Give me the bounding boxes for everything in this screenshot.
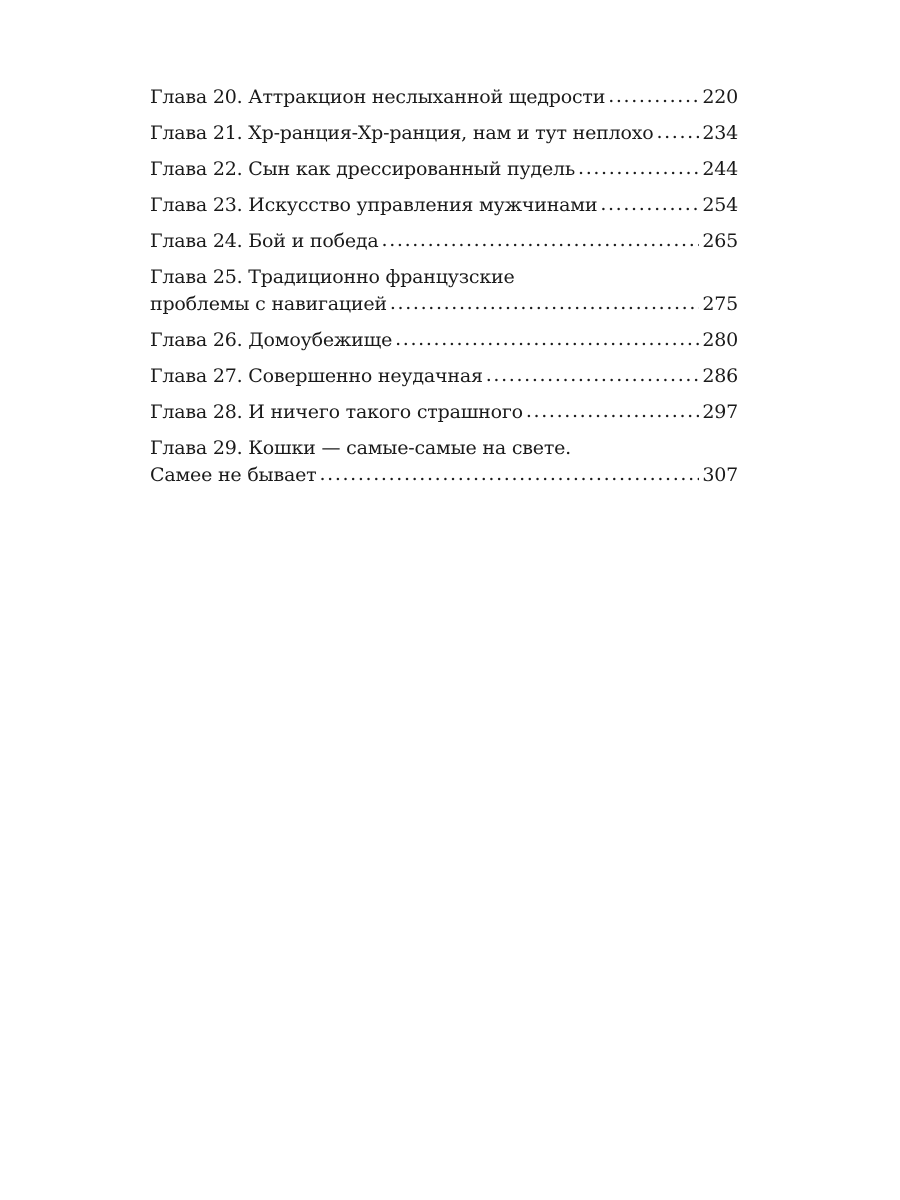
chapter-title: Глава 24. Бой и победа — [150, 230, 379, 252]
dot-leader — [526, 398, 699, 425]
toc-entry-chapter-23[interactable] — [150, 192, 738, 219]
dot-leader — [395, 326, 699, 353]
toc-entry-chapter-21[interactable] — [150, 120, 738, 147]
dot-leader — [578, 155, 699, 182]
chapter-title: проблемы с навигацией — [150, 293, 387, 315]
chapter-title: Глава 20. Аттракцион неслыханной щедрости — [150, 86, 606, 108]
dot-leader — [486, 362, 700, 389]
page-number: 244 — [702, 158, 738, 180]
page-number: 220 — [702, 86, 738, 108]
page-number: 280 — [702, 329, 738, 351]
toc-entry-chapter-20[interactable] — [150, 84, 738, 111]
toc-entry-chapter-29[interactable] — [150, 435, 738, 489]
page-number: 254 — [702, 194, 738, 216]
page-number: 275 — [702, 293, 738, 315]
dot-leader — [656, 119, 699, 146]
chapter-title: Глава 28. И ничего такого страшного — [150, 401, 523, 423]
chapter-title: Глава 22. Сын как дрессированный пудель — [150, 158, 576, 180]
chapter-title: Глава 23. Искусство управления мужчинами — [150, 194, 598, 216]
dot-leader — [600, 191, 699, 218]
toc-entry-chapter-28[interactable] — [150, 399, 738, 426]
toc-entry-chapter-26[interactable] — [150, 327, 738, 354]
chapter-title-line-1: Глава 29. Кошки — самые-самые на свете. — [150, 437, 572, 459]
chapter-title: Глава 27. Совершенно неудачная — [150, 365, 483, 387]
toc-entry-chapter-25[interactable] — [150, 264, 738, 318]
dot-leader — [608, 83, 699, 110]
chapter-title: Самее не бывает — [150, 464, 317, 486]
page-number: 297 — [702, 401, 738, 423]
chapter-title: Глава 26. Домоубежище — [150, 329, 393, 351]
toc-entry-chapter-24[interactable] — [150, 228, 738, 255]
chapter-title-line-1: Глава 25. Традиционно французские — [150, 266, 515, 288]
page-number: 307 — [702, 464, 738, 486]
dot-leader — [319, 461, 699, 488]
toc-entry-chapter-22[interactable] — [150, 156, 738, 183]
page-number: 234 — [702, 122, 738, 144]
page-number: 265 — [702, 230, 738, 252]
page-number: 286 — [702, 365, 738, 387]
table-of-contents — [150, 84, 738, 498]
chapter-title: Глава 21. Хр-ранция-Хр-ранция, нам и тут неплохо — [150, 122, 654, 144]
dot-leader — [382, 227, 700, 254]
toc-entry-chapter-27[interactable] — [150, 363, 738, 390]
dot-leader — [390, 290, 699, 317]
